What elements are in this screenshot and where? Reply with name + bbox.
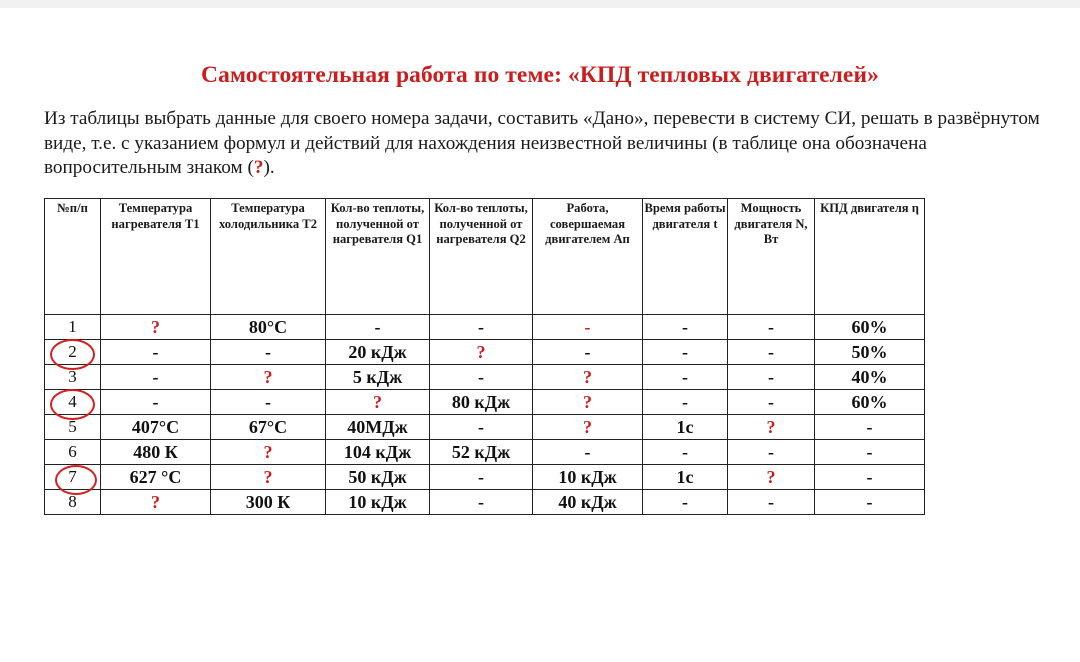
- table-cell: -: [728, 390, 815, 415]
- table-row: [45, 440, 925, 465]
- column-header: Время работы двигателя t: [643, 199, 728, 315]
- table-cell: -: [326, 315, 430, 340]
- column-header: Температура холодильника Т2: [211, 199, 326, 315]
- table-cell: ?: [326, 390, 430, 415]
- column-header: Кол-во теплоты, полученной от нагревателя Q2: [430, 199, 533, 315]
- table-cell: 5 кДж: [326, 365, 430, 390]
- table-cell: 60%: [815, 390, 925, 415]
- table-cell: -: [728, 315, 815, 340]
- table-row: [45, 415, 925, 440]
- table-cell: ?: [211, 365, 326, 390]
- table-cell: ?: [533, 365, 643, 390]
- row-number-cell: 3: [45, 365, 101, 390]
- table-cell: ?: [101, 315, 211, 340]
- table-body: [45, 315, 925, 515]
- table-row: [45, 315, 925, 340]
- table-cell: 50%: [815, 340, 925, 365]
- table-cell: -: [815, 440, 925, 465]
- column-header: Кол-во теплоты, полученной от нагревателя Q1: [326, 199, 430, 315]
- table-cell: -: [643, 440, 728, 465]
- table-cell: -: [211, 390, 326, 415]
- table-cell: 60%: [815, 315, 925, 340]
- table-cell: -: [533, 340, 643, 365]
- table-cell: ?: [728, 465, 815, 490]
- row-number-cell: 6: [45, 440, 101, 465]
- table-row: [45, 340, 925, 365]
- table-cell: -: [430, 365, 533, 390]
- column-header: Температура нагревателя Т1: [101, 199, 211, 315]
- column-header: КПД двигателя η: [815, 199, 925, 315]
- table-cell: ?: [211, 465, 326, 490]
- table-cell: 80°C: [211, 315, 326, 340]
- table-cell: 10 кДж: [533, 465, 643, 490]
- table-cell: 67°C: [211, 415, 326, 440]
- table-cell: 52 кДж: [430, 440, 533, 465]
- table-cell: -: [533, 440, 643, 465]
- table-cell: -: [643, 490, 728, 515]
- table-cell: ?: [533, 390, 643, 415]
- column-header: №п/п: [45, 199, 101, 315]
- table-cell: -: [643, 315, 728, 340]
- table-cell: 20 кДж: [326, 340, 430, 365]
- table-row: [45, 365, 925, 390]
- table-cell: 40МДж: [326, 415, 430, 440]
- table-cell: 1с: [643, 465, 728, 490]
- table-cell: -: [101, 365, 211, 390]
- table-cell: 80 кДж: [430, 390, 533, 415]
- page-title: Самостоятельная работа по теме: «КПД тепловых двигателей»: [201, 62, 879, 88]
- instructions-end: ).: [263, 157, 275, 178]
- table-cell: -: [643, 340, 728, 365]
- table-cell: 40%: [815, 365, 925, 390]
- row-number-cell: 2: [45, 340, 101, 365]
- table-cell: -: [430, 490, 533, 515]
- table-cell: -: [211, 340, 326, 365]
- row-number-cell: 8: [45, 490, 101, 515]
- header-row: [45, 199, 925, 315]
- table-cell: -: [533, 315, 643, 340]
- table-cell: ?: [430, 340, 533, 365]
- table-cell: 40 кДж: [533, 490, 643, 515]
- table-cell: -: [728, 340, 815, 365]
- table-cell: -: [101, 340, 211, 365]
- table-cell: 480 К: [101, 440, 211, 465]
- table-cell: -: [101, 390, 211, 415]
- table-cell: 50 кДж: [326, 465, 430, 490]
- task-table: [44, 198, 925, 515]
- table-row: [45, 490, 925, 515]
- table-row: [45, 390, 925, 415]
- row-number-cell: 5: [45, 415, 101, 440]
- column-header: Мощность двигателя N, Вт: [728, 199, 815, 315]
- table-cell: 104 кДж: [326, 440, 430, 465]
- table-cell: 1с: [643, 415, 728, 440]
- table-row: [45, 465, 925, 490]
- table-cell: 300 К: [211, 490, 326, 515]
- table-cell: -: [815, 490, 925, 515]
- row-number-cell: 1: [45, 315, 101, 340]
- table-cell: -: [430, 465, 533, 490]
- table-cell: -: [430, 315, 533, 340]
- table-cell: -: [815, 415, 925, 440]
- row-number-cell: 4: [45, 390, 101, 415]
- instructions-paragraph: [44, 107, 1044, 181]
- column-header: Работа, совершаемая двигателем Ап: [533, 199, 643, 315]
- table-cell: ?: [728, 415, 815, 440]
- row-number-cell: 7: [45, 465, 101, 490]
- table-cell: -: [728, 365, 815, 390]
- table-cell: -: [728, 440, 815, 465]
- table-cell: ?: [101, 490, 211, 515]
- table-cell: 407°C: [101, 415, 211, 440]
- top-strip: [0, 0, 1080, 8]
- table-cell: -: [728, 490, 815, 515]
- table-cell: ?: [211, 440, 326, 465]
- table-cell: 627 °C: [101, 465, 211, 490]
- table-cell: -: [815, 465, 925, 490]
- table-cell: -: [643, 390, 728, 415]
- table-cell: -: [430, 415, 533, 440]
- table-cell: -: [643, 365, 728, 390]
- question-mark-sample: ?: [253, 157, 264, 178]
- instructions-text: Из таблицы выбрать данные для своего номера задачи, составить «Дано», перевести в систему СИ, решать в развёрнутом виде, т.е. с указанием формул и действий для нахождения неизвестной величины (в таблице она обозначена вопросительным знаком (: [44, 108, 1040, 178]
- table-cell: 10 кДж: [326, 490, 430, 515]
- table-cell: ?: [533, 415, 643, 440]
